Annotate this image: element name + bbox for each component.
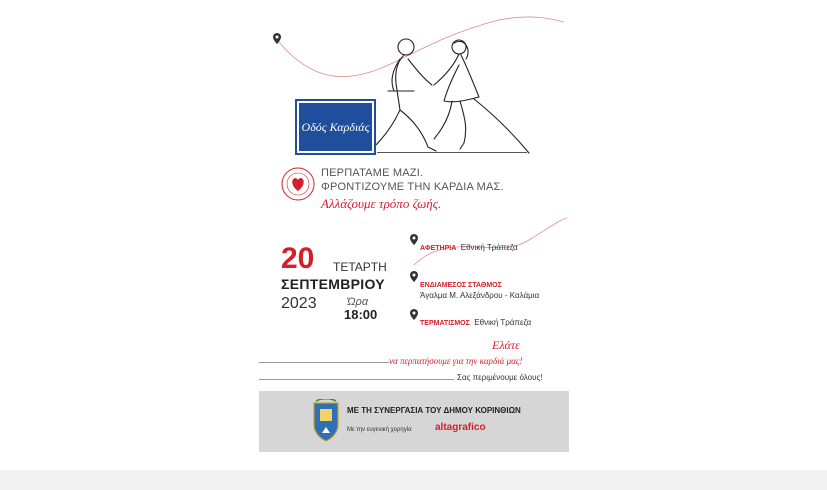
location-pin-icon	[410, 271, 418, 282]
walking-couple-illustration	[364, 35, 534, 160]
event-time: 18:00	[344, 307, 378, 322]
map-pin-icon	[273, 33, 281, 44]
page-bottom-strip	[0, 470, 827, 490]
street-sign	[297, 101, 374, 153]
location-end-title: ΤΕΡΜΑΤΙΣΜΟΣ	[420, 320, 470, 327]
sign-post	[377, 152, 527, 153]
location-middle-text: Άγαλμα Μ. Αλεξάνδρου - Καλάμια	[420, 291, 540, 300]
invite-line-3: Σας περιμένουμε όλους!	[457, 373, 543, 382]
event-poster	[259, 0, 569, 452]
divider-line	[259, 362, 389, 363]
sponsor-logo: altagrafico	[435, 422, 486, 433]
event-time-label: Ώρα	[347, 296, 369, 308]
heart-foundation-seal	[281, 167, 315, 201]
location-start	[420, 237, 518, 255]
footer-band	[259, 391, 569, 452]
event-month: ΣΕΠΤΕΜΒΡΙΟΥ	[281, 276, 385, 292]
slogan-line-3: Αλλάζουμε τρόπο ζωής.	[321, 196, 442, 211]
slogan-line-2: ΦΡΟΝΤΙΖΟΥΜΕ ΤΗΝ ΚΑΡΔΙΑ ΜΑΣ.	[321, 181, 504, 193]
municipality-emblem	[311, 399, 341, 443]
location-start-text: Εθνική Τράπεζα	[460, 243, 518, 252]
sponsor-label: Με την ευγενική χορηγία	[347, 427, 412, 433]
location-start-title: ΑΦΕΤΗΡΙΑ	[420, 245, 457, 252]
slogan-line-1: ΠΕΡΠΑΤΑΜΕ ΜΑΖΙ.	[321, 167, 424, 179]
divider-line	[259, 379, 454, 380]
location-middle-title: ΕΝΔΙΑΜΕΣΟΣ ΣΤΑΘΜΟΣ	[420, 282, 502, 289]
event-year: 2023	[281, 295, 317, 312]
event-weekday: ΤΕΤΑΡΤΗ	[333, 260, 387, 274]
location-end	[420, 312, 531, 330]
location-pin-icon	[410, 309, 418, 320]
location-middle-text-row	[420, 285, 539, 303]
location-pin-icon	[410, 234, 418, 245]
street-sign-text: Οδός Καρδιάς	[301, 119, 370, 134]
invite-line-1: Ελάτε	[492, 338, 520, 352]
partnership-text: ΜΕ ΤΗ ΣΥΝΕΡΓΑΣΙΑ ΤΟΥ ΔΗΜΟΥ ΚΟΡΙΝΘΙΩΝ	[347, 406, 521, 415]
event-day: 20	[281, 242, 315, 275]
invite-line-2: να περπατήσουμε για την καρδιά μας!	[389, 356, 523, 366]
location-end-text: Εθνική Τράπεζα	[474, 318, 532, 327]
